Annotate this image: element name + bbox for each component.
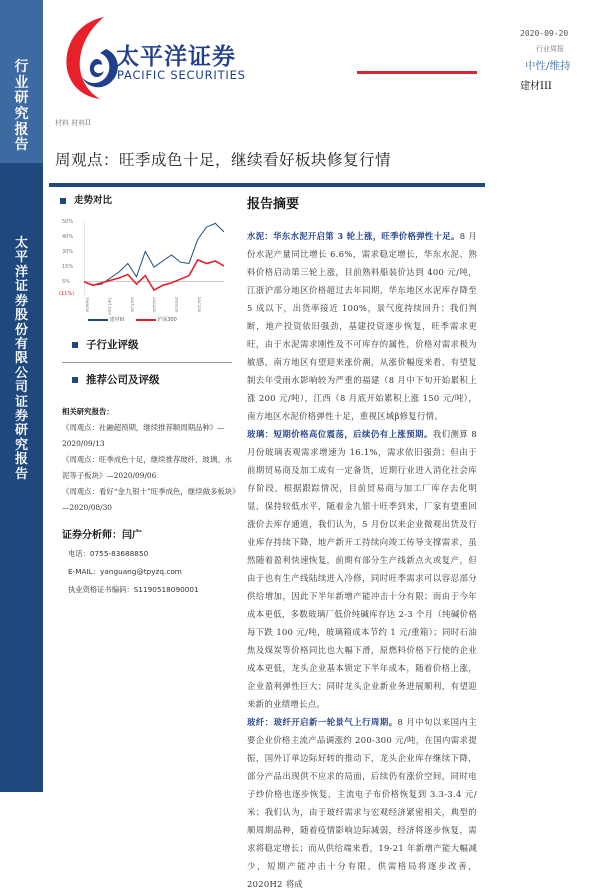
svg-text:20/3/20: 20/3/20 [152,297,158,313]
rating-divider [357,71,477,74]
ytick: (11%) [59,291,75,297]
svg-text:19/9/20: 19/9/20 [85,297,90,313]
legend-line-red [136,319,156,321]
chart-plot-area [84,215,234,315]
related-reports: 相关研究报告： 《周观点：社融超预期，继续推荐顺周期品种》—2020/09/13 《周观点：旺季成色十足，继续推荐玻纤、玻璃、水泥等子板块》—2020/09/06 《周观点：看好“金九银十”旺季成色，继续做多板块》—2020/08/30 [62,404,237,516]
analyst-license: 执业资格证书编码：S1190518090001 [68,585,199,594]
abstract-paragraph-fiberglass: 玻纤：玻纤开启新一轮景气上行周期。8 月中旬以来国内主要企业价格主流产品调涨约 200-300 元/吨，在国内需求提振，国外订单边际好转的推动下，龙头企业库存继续下降，部分产品出现供不应求的局面，后续仍有涨价空间，同时电子纱价格也逐步恢复，主流电子布价格恢复到 3.3-3.4 元/米；我们认为，由于玻纤需求与宏观经济紧密相关，典型的顺周期品种，随着疫情影响边际减弱，经济将逐步恢复，需求将稳定增长；而从供给端来看，19-21 年新增产能大幅减少，短期产能冲击十分有限，供需格局将逐步改善，2020H2 将成 [247,717,477,889]
section-divider [62,362,232,363]
ytick: 30% [62,249,74,255]
sector-label: 建材III [520,81,552,92]
report-date: 2020-09-20 [520,29,569,38]
svg-text:20/1/20: 20/1/20 [129,297,135,313]
bullet-square-icon [60,198,66,204]
sub-rating-heading: 子行业评级 [72,337,139,352]
sidebar-report-category: 行 业 研 究 报 告 [14,59,29,154]
legend-line-blue [88,319,108,321]
analyst-email[interactable]: E-MAIL：yanguang@tpyzq.com [68,567,182,576]
svg-text:20/5/20: 20/5/20 [174,297,180,313]
ytick: 40% [62,234,74,240]
ytick: 50% [62,219,74,225]
related-report-link[interactable]: 《周观点：看好“金九银十”旺季成色，继续做多板块》—2020/08/30 [62,487,236,512]
abstract-paragraph-cement: 水泥：华东水泥开启第 3 轮上涨，旺季价格弹性十足。8 月份水泥产量同比增长 6.6%，需求稳定增长，华东水泥、熟料价格启动第三轮上涨，目前熟料船装价达到 400 元/吨，江浙沪部分地区价格超过去年同期，华东地区水泥库存降至 5 成以下，出货率接近 100%，景气度持续回升；我们判断，地产投资依旧强劲，基建投资逐步恢复，旺季需求更旺，由于水泥需求刚性及不可库存的属性，价格对需求极为敏感，南方地区有望迎来涨价潮，从涨价幅度来看，有望复制去年受雨水影响较为严重的福建（8 月中下旬开始累积上涨 200 元/吨），江西（8 月底开始累积上涨 150 元/吨），南方地区水泥价格弹性十足，重视区域β修复行情。 [247,231,477,421]
recommend-heading: 推荐公司及评级 [72,372,160,387]
page-title: 周观点：旺季成色十足，继续看好板块修复行情 [55,151,392,169]
bullet-square-icon [72,377,78,383]
analyst-name: 证券分析师：闫广 [62,530,142,541]
pacific-securities-logo-icon [60,15,120,101]
related-report-link[interactable]: 《周观点：社融超预期，继续推荐顺周期品种》—2020/09/13 [62,423,225,448]
title-divider [49,183,485,187]
breadcrumb: 材料 材料II [55,119,91,127]
bullet-square-icon [72,342,78,348]
chart-legend: 建材III 沪深300 [88,316,177,323]
trend-chart [59,215,237,345]
brand-name-en: PACIFIC SECURITIES [117,68,246,82]
ytick: 15% [62,264,74,270]
analyst-phone: 电话：0755-83688850 [68,549,149,558]
abstract-paragraph-glass: 玻璃：短期价格高位震荡，后续仍有上涨预期。我们测算 8 月份玻璃表观需求增速为 16.1%，需求依旧强劲；但由于前期贸易商及加工成有一定备货，近期行业进入消化社会库存阶段，根据跟踪情况，目前贸易商与加工厂库存去化明显，保持较低水平，随着金九银十旺季到来，厂家有望重回涨价去库存通道，我们认为，5 月份以来企业微观出货及行业库存持续下降，地产新开工持续向竣工传导支撑需求，虽然随着盈利快速恢复，前期有部分生产线新点火或复产，但由于也有生产线陆续进入冷修，同时旺季需求可以容忍部分供给增加，因此下半年新增产能冲击十分有限；而由于今年成本更低，多数玻璃厂低价纯碱库存达 2-3 个月（纯碱价格每下跌 100 元/吨，玻璃箱成本节约 1 元/重箱）；同时石油焦及煤炭等价格同比也大幅下滑，原燃料价格下行使的企业成本更低，龙头企业基本锁定下半年成本，随着价格上涨，企业盈利弹性巨大；同时龙头企业新业务进展顺利，有望迎来新的业绩增长点。 [247,429,477,709]
svg-text:20/7/20: 20/7/20 [197,297,202,313]
trend-heading: 走势对比 [60,192,112,206]
report-type: 行业周报 [536,45,564,53]
industry-rating: 中性/维持 [525,60,571,72]
related-report-link[interactable]: 《周观点：旺季成色十足，继续推荐玻纤、玻璃、水泥等子板块》—2020/09/06 [62,455,232,480]
abstract-heading: 报告摘要 [247,197,300,212]
sidebar-company-label: 太 平 洋 证 券 股 份 有 限 公 司 证 券 研 究 报 告 [14,236,28,482]
svg-text:19/11/20: 19/11/20 [107,297,113,315]
ytick: 5% [62,279,70,285]
brand-name-cn: 太平洋证券 [116,44,236,70]
abstract-body [247,227,477,893]
